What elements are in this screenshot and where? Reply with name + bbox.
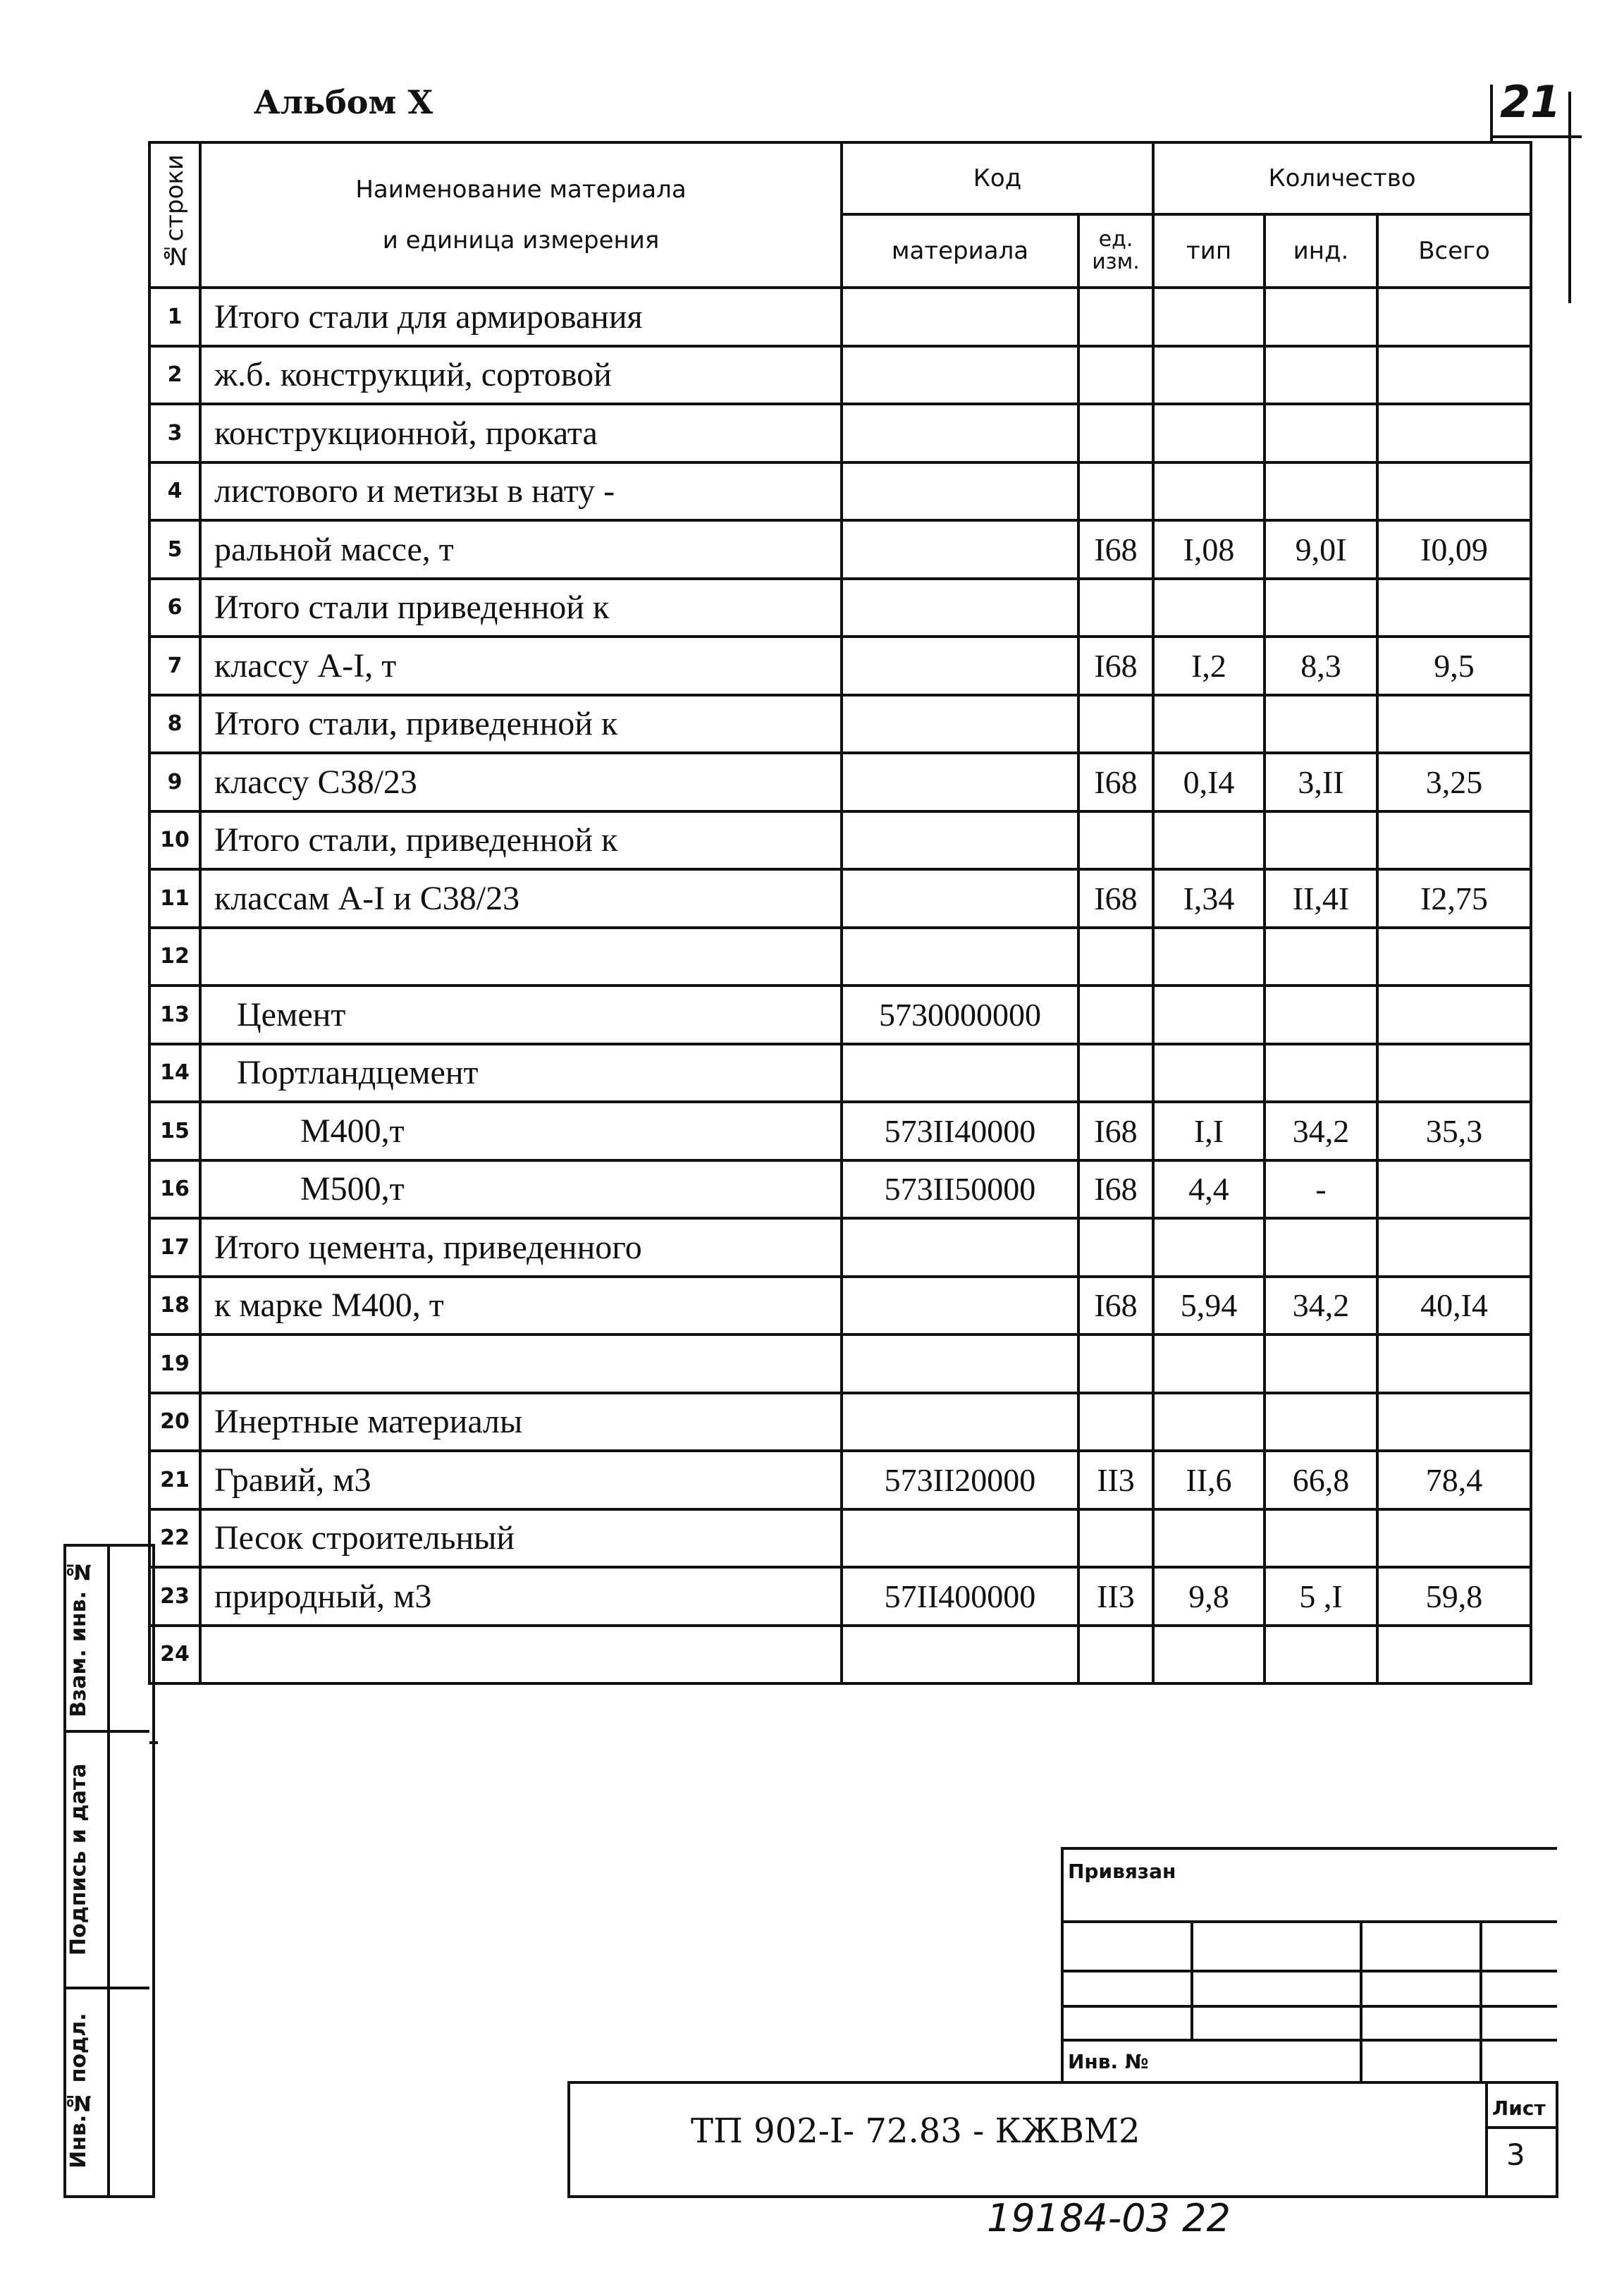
table-row — [149, 520, 1531, 579]
unit-code — [1078, 695, 1153, 754]
vzam-inv-cell — [66, 1547, 149, 1733]
quantity-type: I,34 — [1153, 869, 1265, 928]
quantity-type — [1153, 346, 1265, 405]
table-row — [149, 1509, 1531, 1568]
quantity-type — [1153, 579, 1265, 637]
material-name: к марке М400, т — [200, 1277, 842, 1335]
material-code: 573II50000 — [842, 1160, 1078, 1219]
table-row — [149, 1393, 1531, 1452]
quantity-total: 3,25 — [1377, 753, 1531, 811]
row-number: 3 — [149, 404, 200, 462]
quantity-type — [1153, 1509, 1265, 1568]
table-row — [149, 1277, 1531, 1335]
material-name: Гравий, м3 — [200, 1451, 842, 1509]
table-row — [149, 1102, 1531, 1160]
material-name: Инертные материалы — [200, 1393, 842, 1452]
archive-number: 19184-03 22 — [987, 2196, 1231, 2240]
row-number: 4 — [149, 462, 200, 521]
quantity-total — [1377, 928, 1531, 986]
podpis-data-cell — [66, 1733, 149, 1989]
material-name: Песок строительный — [200, 1509, 842, 1568]
quantity-type: 4,4 — [1153, 1160, 1265, 1219]
row-number: 16 — [149, 1160, 200, 1219]
quantity-total: 9,5 — [1377, 637, 1531, 695]
quantity-individual: 34,2 — [1265, 1102, 1377, 1160]
materials-table — [148, 141, 1532, 1685]
quantity-type — [1153, 928, 1265, 986]
table-row — [149, 1334, 1531, 1393]
name-header: Наименование материала и единица измерения — [200, 142, 842, 288]
quantity-individual: 34,2 — [1265, 1277, 1377, 1335]
material-name: конструкционной, проката — [200, 404, 842, 462]
quantity-individual: 3,II — [1265, 753, 1377, 811]
row-number: 20 — [149, 1393, 200, 1452]
podpis-data-label: Подпись и дата — [66, 1763, 91, 1956]
quantity-type — [1153, 1334, 1265, 1393]
row-number: 11 — [149, 869, 200, 928]
table-row — [149, 1044, 1531, 1103]
row-number: 8 — [149, 695, 200, 754]
quantity-header: Количество — [1153, 142, 1531, 214]
unit-code — [1078, 1626, 1153, 1684]
left-stamp — [63, 1544, 155, 2198]
quantity-type: 9,8 — [1153, 1567, 1265, 1626]
unit-code: I68 — [1078, 869, 1153, 928]
row-number: 6 — [149, 579, 200, 637]
table-row — [149, 1567, 1531, 1626]
material-code — [842, 520, 1078, 579]
row-number: 13 — [149, 986, 200, 1044]
table-row — [149, 753, 1531, 811]
quantity-individual: 66,8 — [1265, 1451, 1377, 1509]
unit-code — [1078, 1509, 1153, 1568]
material-name: ральной массе, т — [200, 520, 842, 579]
unit-code: I68 — [1078, 637, 1153, 695]
quantity-total — [1377, 1393, 1531, 1452]
material-code — [842, 1044, 1078, 1103]
quantity-individual: - — [1265, 1160, 1377, 1219]
table-row — [149, 346, 1531, 405]
material-name — [200, 928, 842, 986]
unit-code — [1078, 928, 1153, 986]
unit-header: ед. изм. — [1078, 214, 1153, 288]
table-row — [149, 1160, 1531, 1219]
quantity-type — [1153, 288, 1265, 346]
row-number-header: №строки — [149, 142, 200, 288]
unit-code — [1078, 404, 1153, 462]
page-number-frame — [1490, 85, 1493, 141]
material-code — [842, 928, 1078, 986]
unit-code — [1078, 462, 1153, 521]
document-number: ТП 902-I- 72.83 - КЖВМ2 — [691, 2111, 1140, 2151]
quantity-individual: II,4I — [1265, 869, 1377, 928]
material-code — [842, 637, 1078, 695]
quantity-type: 5,94 — [1153, 1277, 1265, 1335]
unit-code — [1078, 1334, 1153, 1393]
material-code — [842, 579, 1078, 637]
material-code: 573II40000 — [842, 1102, 1078, 1160]
quantity-total — [1377, 695, 1531, 754]
material-name: классу С38/23 — [200, 753, 842, 811]
quantity-total — [1377, 811, 1531, 870]
quantity-total — [1377, 986, 1531, 1044]
inv-podl-cell — [66, 1989, 149, 2192]
unit-code — [1078, 1044, 1153, 1103]
individual-header: инд. — [1265, 214, 1377, 288]
table-row — [149, 869, 1531, 928]
sheet-number: 3 — [1506, 2137, 1525, 2172]
material-code — [842, 404, 1078, 462]
binding-label: Привязан — [1068, 1860, 1176, 1883]
row-number: 5 — [149, 520, 200, 579]
quantity-individual — [1265, 1334, 1377, 1393]
quantity-total — [1377, 1626, 1531, 1684]
material-code — [842, 1218, 1078, 1277]
quantity-individual — [1265, 695, 1377, 754]
quantity-total — [1377, 1509, 1531, 1568]
unit-code — [1078, 1393, 1153, 1452]
quantity-total: 40,I4 — [1377, 1277, 1531, 1335]
quantity-total: I0,09 — [1377, 520, 1531, 579]
unit-code — [1078, 579, 1153, 637]
material-code — [842, 346, 1078, 405]
quantity-total: 35,3 — [1377, 1102, 1531, 1160]
unit-code: I68 — [1078, 1277, 1153, 1335]
quantity-total — [1377, 404, 1531, 462]
material-code — [842, 1626, 1078, 1684]
quantity-total — [1377, 1044, 1531, 1103]
material-name — [200, 1334, 842, 1393]
material-code — [842, 462, 1078, 521]
material-code — [842, 869, 1078, 928]
material-code — [842, 753, 1078, 811]
quantity-type: I,08 — [1153, 520, 1265, 579]
material-code: 57II400000 — [842, 1567, 1078, 1626]
quantity-total: 78,4 — [1377, 1451, 1531, 1509]
quantity-individual: 5 ,I — [1265, 1567, 1377, 1626]
material-code — [842, 811, 1078, 870]
row-number: 14 — [149, 1044, 200, 1103]
quantity-type — [1153, 811, 1265, 870]
quantity-type: I,2 — [1153, 637, 1265, 695]
material-code — [842, 1509, 1078, 1568]
table-row — [149, 928, 1531, 986]
material-name: Итого стали приведенной к — [200, 579, 842, 637]
row-number: 9 — [149, 753, 200, 811]
quantity-type — [1153, 462, 1265, 521]
quantity-individual — [1265, 404, 1377, 462]
material-code: 573II20000 — [842, 1451, 1078, 1509]
row-number: 18 — [149, 1277, 200, 1335]
material-name: природный, м3 — [200, 1567, 842, 1626]
quantity-total — [1377, 579, 1531, 637]
quantity-total: 59,8 — [1377, 1567, 1531, 1626]
right-margin-line — [1568, 92, 1571, 303]
total-header: Всего — [1377, 214, 1531, 288]
row-number: 15 — [149, 1102, 200, 1160]
unit-code — [1078, 1218, 1153, 1277]
quantity-individual: 8,3 — [1265, 637, 1377, 695]
binding-stamp — [1061, 1847, 1557, 2082]
quantity-individual — [1265, 288, 1377, 346]
unit-code — [1078, 346, 1153, 405]
material-code — [842, 1393, 1078, 1452]
quantity-individual — [1265, 1393, 1377, 1452]
material-name: М400,т — [200, 1102, 842, 1160]
material-name: Цемент — [200, 986, 842, 1044]
material-name: листового и метизы в нату - — [200, 462, 842, 521]
row-number: 7 — [149, 637, 200, 695]
table-row — [149, 1451, 1531, 1509]
quantity-individual — [1265, 1044, 1377, 1103]
material-name: М500,т — [200, 1160, 842, 1219]
material-name: классам А-I и С38/23 — [200, 869, 842, 928]
table-row — [149, 695, 1531, 754]
quantity-individual — [1265, 1626, 1377, 1684]
table-row — [149, 579, 1531, 637]
quantity-total — [1377, 1334, 1531, 1393]
table-row — [149, 288, 1531, 346]
table-row — [149, 462, 1531, 521]
unit-code — [1078, 986, 1153, 1044]
row-number: 10 — [149, 811, 200, 870]
quantity-total — [1377, 1160, 1531, 1219]
quantity-total — [1377, 1218, 1531, 1277]
table-row — [149, 986, 1531, 1044]
row-number: 12 — [149, 928, 200, 986]
material-name — [200, 1626, 842, 1684]
quantity-type — [1153, 695, 1265, 754]
material-code-header: материала — [842, 214, 1078, 288]
material-code — [842, 695, 1078, 754]
table-row — [149, 404, 1531, 462]
quantity-type — [1153, 1218, 1265, 1277]
type-header: тип — [1153, 214, 1265, 288]
unit-code — [1078, 288, 1153, 346]
page-number: 21 — [1500, 76, 1561, 128]
quantity-type — [1153, 1393, 1265, 1452]
unit-code: II3 — [1078, 1567, 1153, 1626]
quantity-individual: 9,0I — [1265, 520, 1377, 579]
unit-code: I68 — [1078, 1102, 1153, 1160]
material-code — [842, 1334, 1078, 1393]
table-row — [149, 1218, 1531, 1277]
quantity-individual — [1265, 1509, 1377, 1568]
unit-code: I68 — [1078, 753, 1153, 811]
quantity-type: I,I — [1153, 1102, 1265, 1160]
material-name: Итого стали, приведенной к — [200, 695, 842, 754]
material-name: классу А-I, т — [200, 637, 842, 695]
quantity-individual — [1265, 1218, 1377, 1277]
material-name: Итого стали, приведенной к — [200, 811, 842, 870]
material-name: Итого цемента, приведенного — [200, 1218, 842, 1277]
table-row — [149, 811, 1531, 870]
row-number: 21 — [149, 1451, 200, 1509]
quantity-individual — [1265, 986, 1377, 1044]
quantity-individual — [1265, 811, 1377, 870]
quantity-individual — [1265, 346, 1377, 405]
row-number: 23 — [149, 1567, 200, 1626]
quantity-type: II,6 — [1153, 1451, 1265, 1509]
material-code — [842, 1277, 1078, 1335]
unit-code: I68 — [1078, 1160, 1153, 1219]
material-name: Портландцемент — [200, 1044, 842, 1103]
inv-podl-label: Инв.№ подл. — [66, 2013, 91, 2169]
material-code: 5730000000 — [842, 986, 1078, 1044]
quantity-total: I2,75 — [1377, 869, 1531, 928]
quantity-total — [1377, 288, 1531, 346]
unit-code — [1078, 811, 1153, 870]
table-row — [149, 1626, 1531, 1684]
quantity-type — [1153, 1626, 1265, 1684]
unit-code: I68 — [1078, 520, 1153, 579]
quantity-individual — [1265, 928, 1377, 986]
quantity-individual — [1265, 462, 1377, 521]
material-name: ж.б. конструкций, сортовой — [200, 346, 842, 405]
album-title: Альбом X — [254, 83, 433, 121]
quantity-type — [1153, 1044, 1265, 1103]
quantity-type: 0,I4 — [1153, 753, 1265, 811]
code-header: Код — [842, 142, 1153, 214]
vzam-inv-label: Взам. инв. № — [66, 1559, 91, 1718]
quantity-type — [1153, 404, 1265, 462]
quantity-total — [1377, 346, 1531, 405]
row-number: 19 — [149, 1334, 200, 1393]
unit-code: II3 — [1078, 1451, 1153, 1509]
table-row — [149, 637, 1531, 695]
inv-no-label: Инв. № — [1068, 2050, 1149, 2073]
row-number: 22 — [149, 1509, 200, 1568]
row-number: 1 — [149, 288, 200, 346]
row-number: 24 — [149, 1626, 200, 1684]
row-number: 17 — [149, 1218, 200, 1277]
sheet-label: Лист — [1492, 2097, 1546, 2120]
quantity-individual — [1265, 579, 1377, 637]
row-number: 2 — [149, 346, 200, 405]
quantity-type — [1153, 986, 1265, 1044]
material-code — [842, 288, 1078, 346]
material-name: Итого стали для армирования — [200, 288, 842, 346]
quantity-total — [1377, 462, 1531, 521]
